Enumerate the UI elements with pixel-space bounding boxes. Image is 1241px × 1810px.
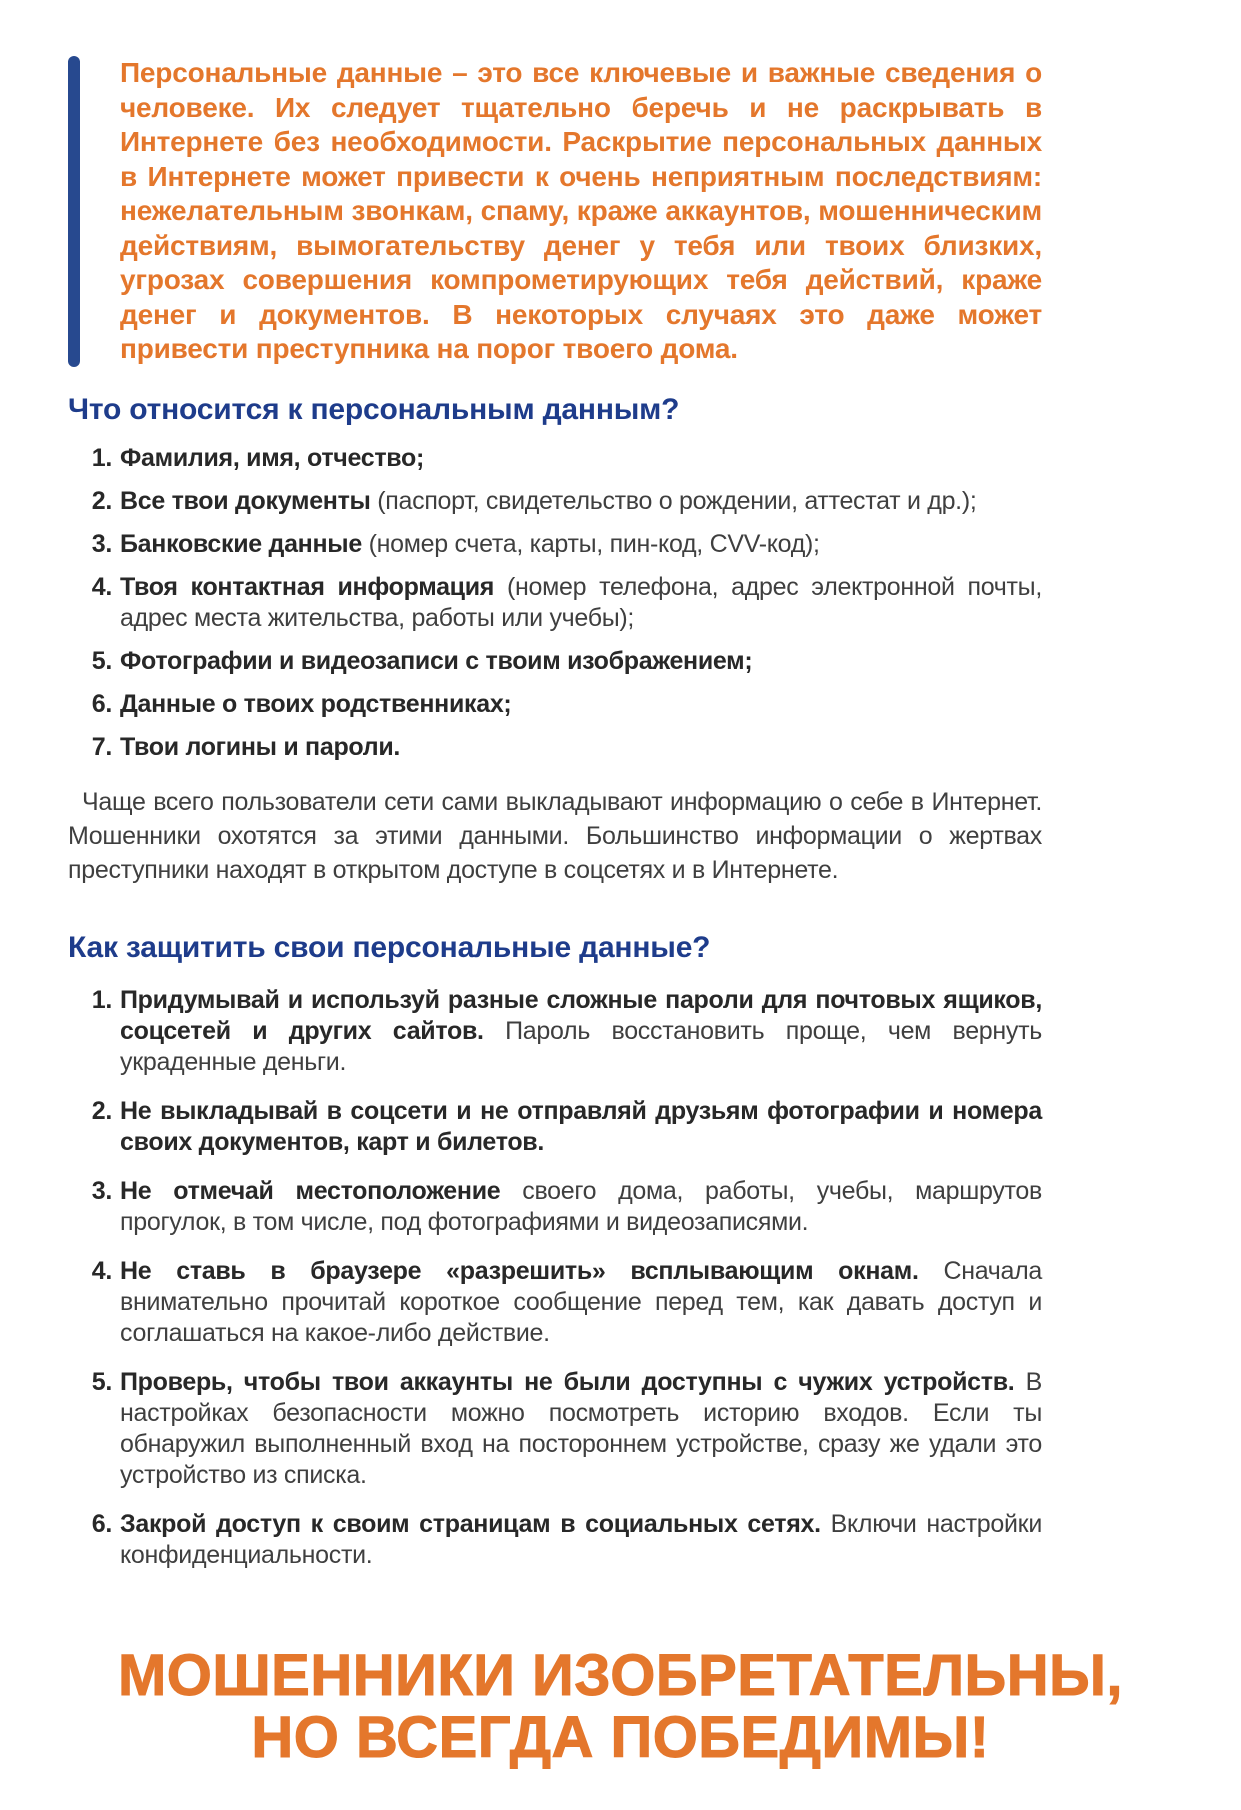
item-lead: Придумывай и используй разные сложные пароли для почтовых ящиков, соцсетей и других сайтов. [120,985,1042,1045]
item-number: 3. [91,1176,112,1205]
item-rest: (паспорт, свидетельство о рождении, аттестат и др.); [370,486,977,515]
section1-heading: Что относится к персональным данным? [68,392,680,426]
list-item [68,985,1042,1078]
list-item [68,529,1042,560]
list-item [68,1256,1042,1349]
intro-text: Персональные данные – это все ключевые и важные сведения о человеке. Их следует тщательно беречь и не раскрывать в Интернете без необходимости. Раскрытие персональных данных в Интернете может привести к очень неприятным последствиям: нежелательным звонкам, спаму, краже аккаунтов, мошенническим действиям, вымогательству денег у тебя или твоих близких, угрозах совершения компрометирующих тебя действий, краже денег и документов. В некоторых случаях это даже может привести преступника на порог твоего дома. [120,57,1042,364]
list-item [68,486,1042,517]
item-number: 5. [91,646,112,675]
item-rest: Сначала внимательно прочитай короткое сообщение перед тем, как давать доступ и соглашаться на какое-либо действие. [120,1256,1043,1347]
item-lead: Твоя контактная информация [120,572,495,601]
item-number: 1. [91,985,112,1014]
list-item [68,1176,1042,1238]
slogan-line-1: МОШЕННИКИ ИЗОБРЕТАТЕЛЬНЫ, [117,1642,1124,1708]
section1-paragraph: Чаще всего пользователи сети сами выкладывают информацию о себе в Интернет. Мошенники охотятся за этими данными. Большинство информации о жертвах преступники находят в открытом доступе в соцсетях и в Интернете. [68,787,1042,884]
item-number: 1. [91,443,112,472]
item-lead: Банковские данные [120,529,362,558]
list-item [68,732,1042,763]
item-number: 5. [91,1367,112,1396]
item-number: 3. [91,529,112,558]
item-number: 4. [91,1256,112,1285]
list-item [68,689,1042,720]
item-lead: Закрой доступ к своим страницам в социальных сетях. [120,1509,821,1538]
list-item [68,1367,1042,1491]
item-rest: (номер счета, карты, пин-код, CVV-код); [361,529,820,558]
item-rest: Включи настройки конфиденциальности. [120,1509,1042,1569]
item-lead: Не отмечай местоположение [120,1176,501,1205]
item-rest: (номер телефона, адрес электронной почты, адрес места жительства, работы или учебы); [120,572,1042,632]
list-item [68,572,1042,634]
item-lead: Данные о твоих родственниках; [120,689,512,718]
section2-heading: Как защитить свои персональные данные? [68,930,711,964]
item-number: 4. [91,572,112,601]
accent-bar [68,56,80,367]
item-lead: Твои логины и пароли. [120,732,401,761]
item-number: 2. [91,486,112,515]
list-item [68,1096,1042,1158]
footer-slogan [0,1642,1241,1770]
item-lead: Не ставь в браузере «разрешить» всплывающим окнам. [120,1256,919,1285]
item-lead: Проверь, чтобы твои аккаунты не были доступны с чужих устройств. [120,1367,1015,1396]
list-item [68,1509,1042,1571]
intro-callout [68,56,1042,367]
item-number: 6. [91,689,112,718]
list-item [68,646,1042,677]
item-rest: своего дома, работы, учебы, маршрутов прогулок, в том числе, под фотографиями и видеозаписями. [120,1176,1042,1236]
item-lead: Все твои документы [120,486,371,515]
item-number: 7. [91,732,112,761]
item-rest: Пароль восстановить проще, чем вернуть украденные деньги. [120,1016,1042,1076]
page-content [68,56,1042,1571]
item-number: 2. [91,1096,112,1125]
personal-data-list [68,443,1042,763]
protection-tips-list [68,985,1042,1571]
item-lead: Не выкладывай в соцсети и не отправляй друзьям фотографии и номера своих документов, карт и билетов. [120,1096,1042,1156]
item-rest: В настройках безопасности можно посмотреть историю входов. Если ты обнаружил выполненный вход на постороннем устройстве, сразу же удали это устройство из списка. [120,1367,1043,1489]
list-item [68,443,1042,474]
item-number: 6. [91,1509,112,1538]
item-lead: Фотографии и видеозаписи с твоим изображением; [120,646,753,675]
item-lead: Фамилия, имя, отчество; [120,443,425,472]
slogan-line-2: НО ВСЕГДА ПОБЕДИМЫ! [251,1704,990,1770]
